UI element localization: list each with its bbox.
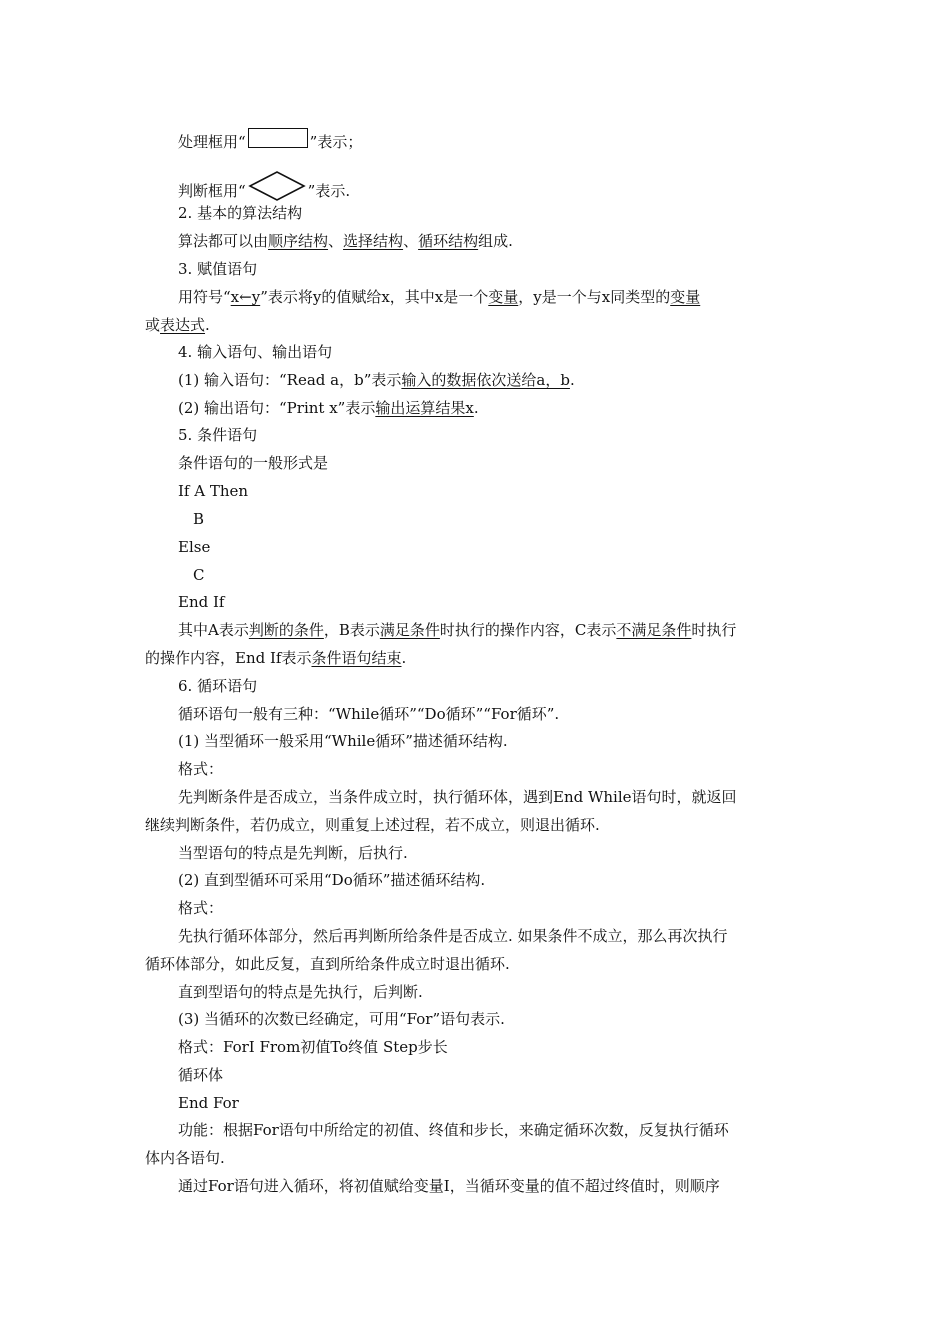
- text-line: (3) 当循环的次数已经确定，可用“For”语句表示.: [178, 1010, 505, 1028]
- text-line: (1) 输入语句：“Read a，b”表示输入的数据依次送给a，b.: [178, 371, 575, 389]
- code-line: End For: [178, 1094, 239, 1112]
- text-line: 循环语句一般有三种：“While循环”“Do循环”“For循环”.: [178, 705, 560, 723]
- text-line: 条件语句的一般形式是: [178, 454, 329, 472]
- text-line: 通过For语句进入循环，将初值赋给变量I，当循环变量的值不超过终值时，则顺序: [178, 1177, 720, 1195]
- text-line: (2) 输出语句：“Print x”表示输出运算结果x.: [178, 399, 479, 417]
- text-line: 继续判断条件，若仍成立，则重复上述过程，若不成立，则退出循环.: [145, 816, 600, 834]
- text-line: 当型语句的特点是先判断，后执行.: [178, 844, 408, 862]
- process-box-symbol-icon: [248, 128, 308, 148]
- section-heading: 2. 基本的算法结构: [178, 204, 303, 222]
- decision-diamond-symbol-icon: [248, 170, 306, 202]
- text-line: 循环体部分，如此反复，直到所给条件成立时退出循环.: [145, 955, 510, 973]
- code-line: C: [193, 566, 205, 584]
- text-line: 或表达式.: [145, 316, 210, 334]
- code-line: 循环体: [178, 1066, 224, 1084]
- section-heading: 4. 输入语句、输出语句: [178, 343, 333, 361]
- text-line: 用符号“x←y”表示将y的值赋给x，其中x是一个变量，y是一个与x同类型的变量: [178, 288, 701, 306]
- section-heading: 6. 循环语句: [178, 677, 258, 695]
- code-line: Else: [178, 538, 211, 556]
- code-line: If A Then: [178, 482, 249, 500]
- text-line: 体内各语句.: [145, 1149, 225, 1167]
- section-heading: 3. 赋值语句: [178, 260, 258, 278]
- section-heading: 5. 条件语句: [178, 426, 258, 444]
- text-line: 格式：ForI From初值To终值 Step步长: [178, 1038, 448, 1056]
- text-line: 算法都可以由顺序结构、选择结构、循环结构组成.: [178, 232, 513, 250]
- text-line: 先判断条件是否成立，当条件成立时，执行循环体，遇到End While语句时，就返回: [178, 788, 737, 806]
- text-line: 的操作内容，End If表示条件语句结束.: [145, 649, 407, 667]
- text-line: (2) 直到型循环可采用“Do循环”描述循环结构.: [178, 871, 486, 889]
- text-line: 格式：: [178, 899, 224, 917]
- code-line: B: [193, 510, 205, 528]
- text-line: (1) 当型循环一般采用“While循环”描述循环结构.: [178, 732, 508, 750]
- text-line: 先执行循环体部分，然后再判断所给条件是否成立. 如果条件不成立，那么再次执行: [178, 927, 728, 945]
- text-line: 直到型语句的特点是先执行，后判断.: [178, 983, 423, 1001]
- text-line: 功能：根据For语句中所给定的初值、终值和步长，来确定循环次数，反复执行循环: [178, 1121, 729, 1139]
- text-line: 处理框用“ ”表示；: [178, 132, 362, 152]
- code-line: End If: [178, 593, 225, 611]
- text-line: 判断框用“ ”表示.: [178, 176, 350, 196]
- text-line: 其中A表示判断的条件，B表示满足条件时执行的操作内容，C表示不满足条件时执行: [178, 621, 737, 639]
- text-line: 格式：: [178, 760, 224, 778]
